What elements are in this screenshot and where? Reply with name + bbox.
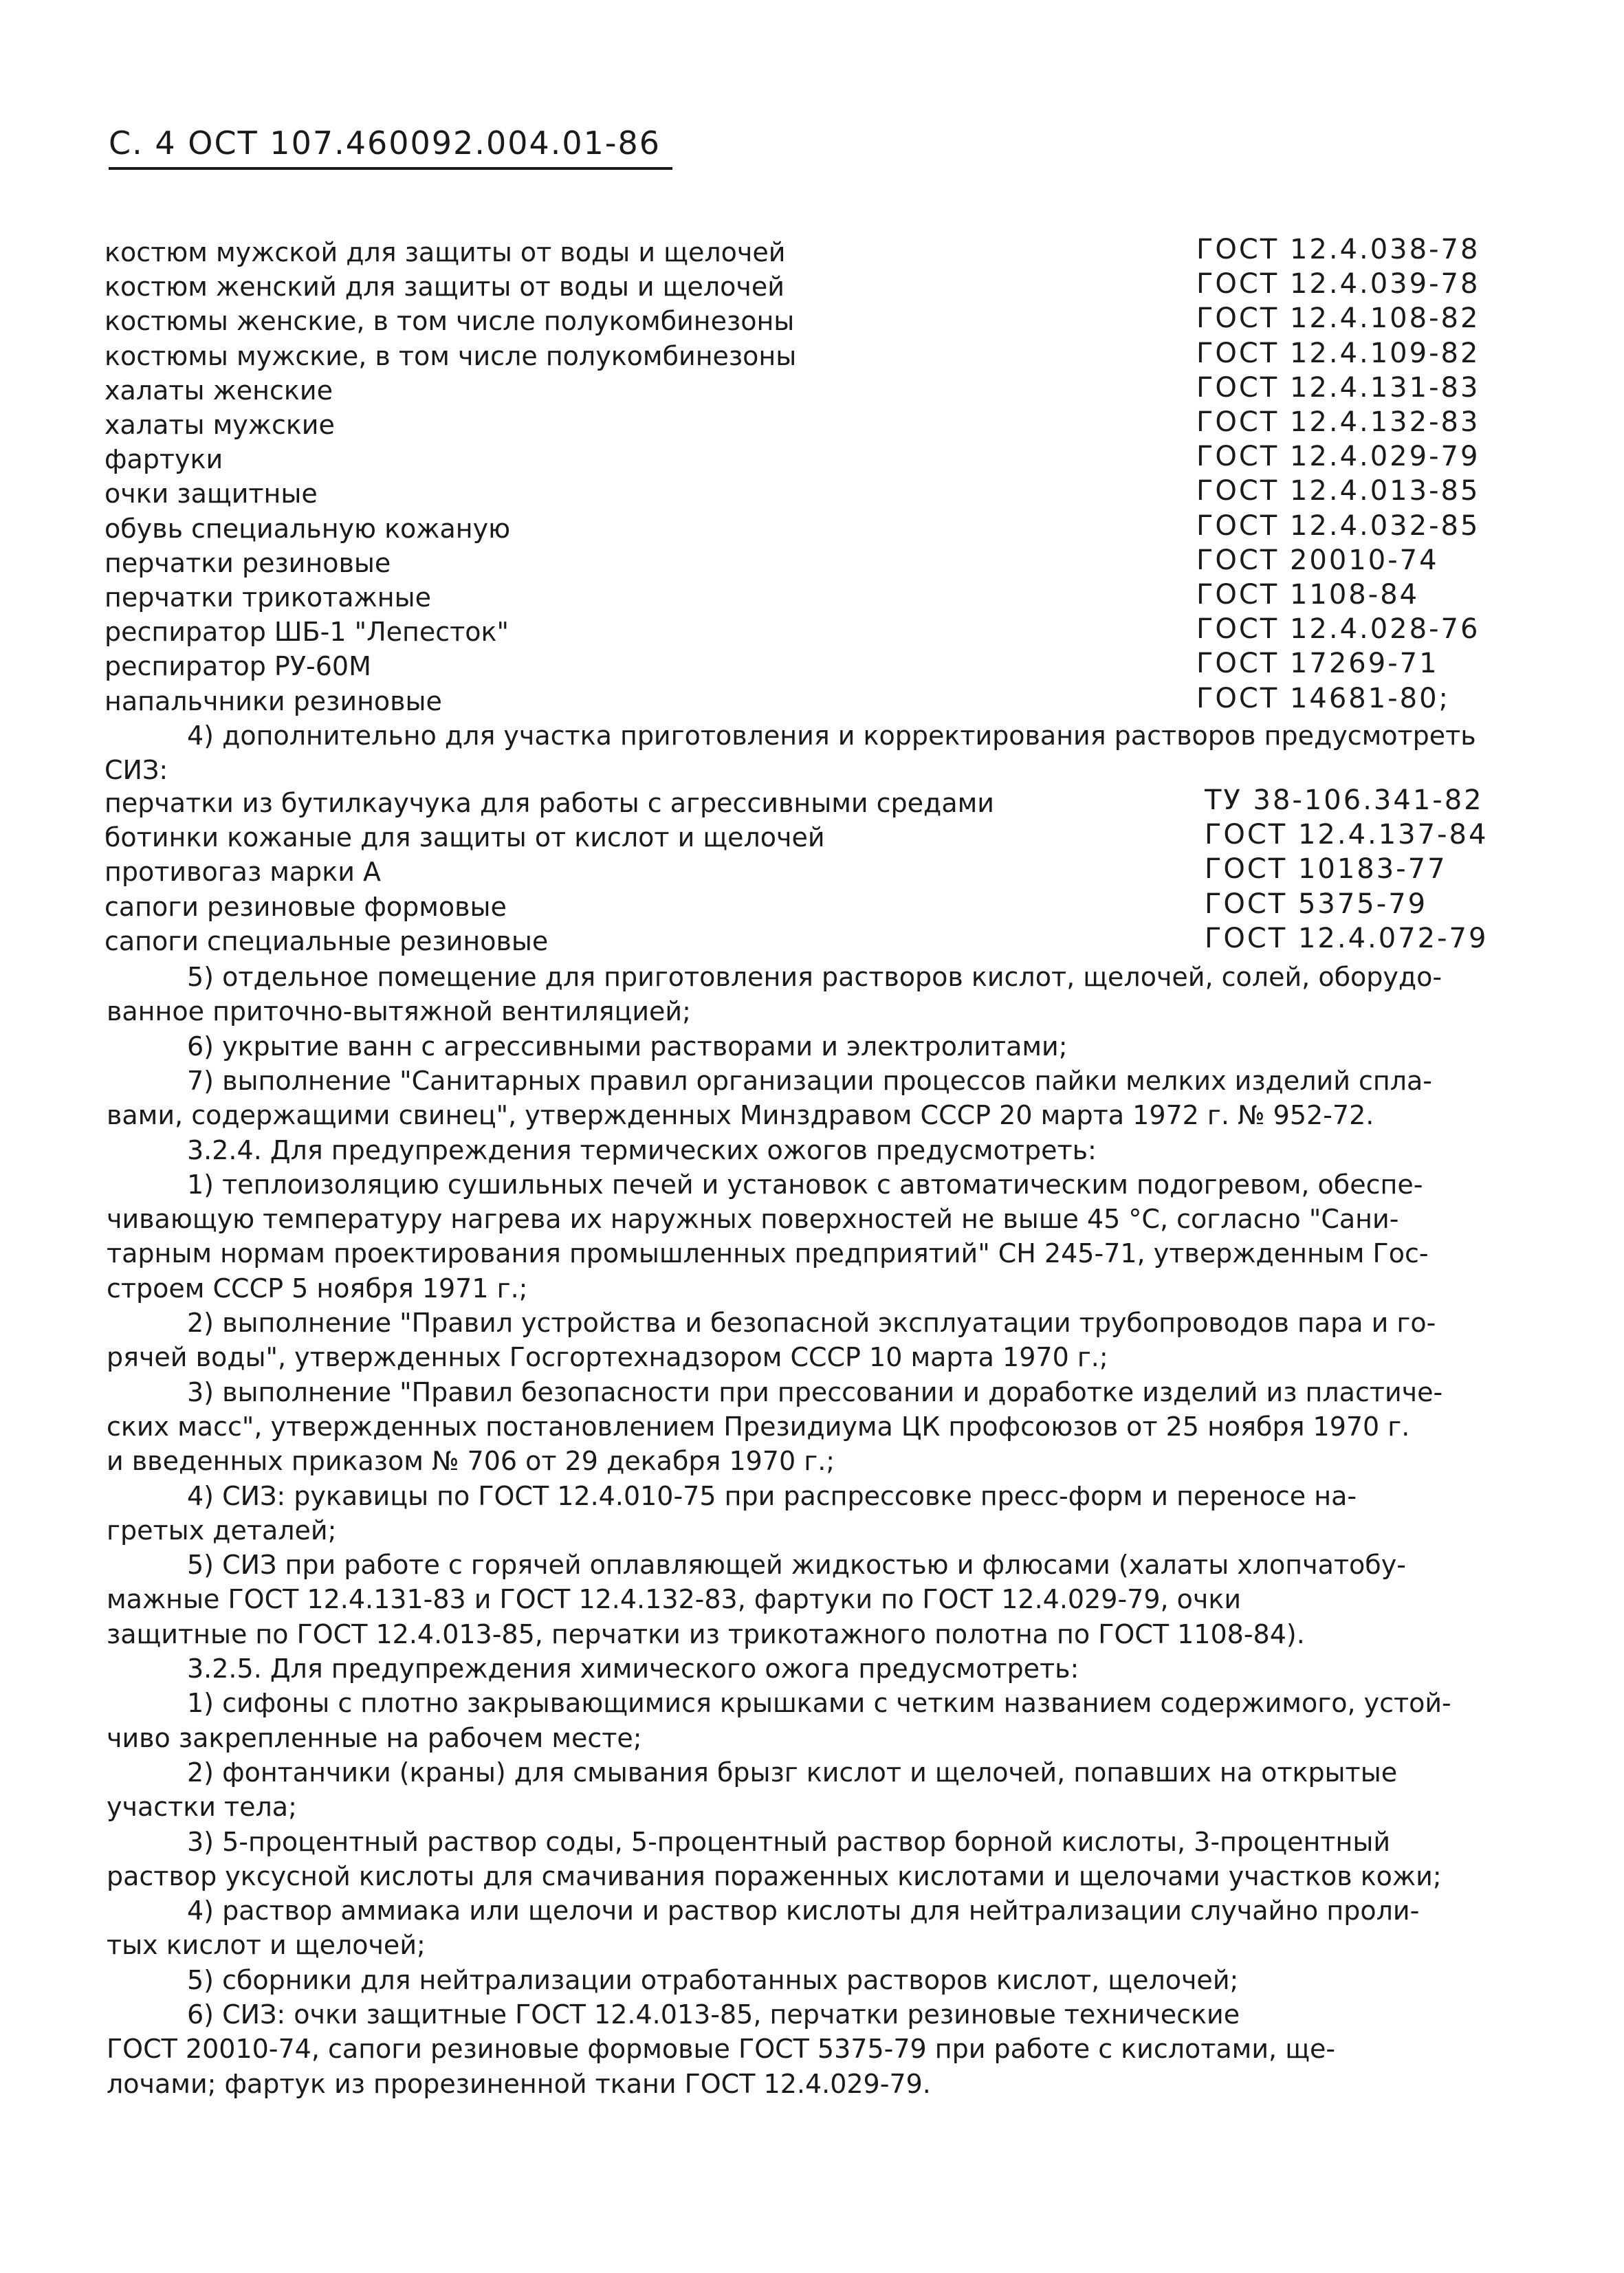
body-text-line: 7) выполнение "Санитарных правил организации процессов пайки мелких изделий спла- xyxy=(187,1066,1432,1096)
equipment-standard: ГОСТ 12.4.131-83 xyxy=(1196,372,1480,404)
equipment-item: костюм мужской для защиты от воды и щелочей xyxy=(105,237,786,267)
equipment-item: перчатки трикотажные xyxy=(105,582,431,613)
equipment-standard: ГОСТ 20010-74 xyxy=(1196,545,1439,576)
body-text-line: 4) СИЗ: рукавицы по ГОСТ 12.4.010-75 при распрессовке пресс-форм и переносе на- xyxy=(187,1481,1357,1511)
equipment-standard: ГОСТ 12.4.029-79 xyxy=(1196,441,1480,472)
body-text-line: мажные ГОСТ 12.4.131-83 и ГОСТ 12.4.132-83, фартуки по ГОСТ 12.4.029-79, очки xyxy=(107,1584,1242,1614)
body-text-line: 1) теплоизоляцию сушильных печей и установок с автоматическим подогревом, обеспе- xyxy=(187,1170,1423,1200)
body-text-line: тых кислот и щелочей; xyxy=(107,1930,426,1960)
body-text-line: строем СССР 5 ноября 1971 г.; xyxy=(107,1273,528,1304)
equipment-standard: ТУ 38-106.341-82 xyxy=(1205,784,1484,816)
equipment-item: халаты мужские xyxy=(105,410,335,440)
equipment-item: ботинки кожаные для защиты от кислот и щелочей xyxy=(105,822,825,853)
body-text-line: рячей воды", утвержденных Госгортехнадзором СССР 10 марта 1970 г.; xyxy=(107,1342,1108,1372)
body-text-line: раствор уксусной кислоты для смачивания пораженных кислотами и щелочами участков кожи; xyxy=(107,1861,1442,1891)
body-text-line: 2) фонтанчики (краны) для смывания брызг кислот и щелочей, попавших на открытые xyxy=(187,1757,1398,1788)
body-text-line: ских масс", утвержденных постановлением Президиума ЦК профсоюзов от 25 ноября 1970 г. xyxy=(107,1412,1410,1442)
equipment-item: перчатки из бутилкаучука для работы с агрессивными средами xyxy=(105,788,994,818)
equipment-standard: ГОСТ 12.4.028-76 xyxy=(1196,613,1480,645)
body-text-line: 3.2.4. Для предупреждения термических ожогов предусмотреть: xyxy=(187,1135,1097,1165)
equipment-item: сапоги резиновые формовые xyxy=(105,892,507,922)
body-text-line: 2) выполнение "Правил устройства и безопасной эксплуатации трубопроводов пара и го- xyxy=(187,1308,1436,1338)
equipment-standard: ГОСТ 12.4.039-78 xyxy=(1196,268,1480,300)
equipment-item: костюмы женские, в том числе полукомбинезоны xyxy=(105,306,795,336)
equipment-item: костюм женский для защиты от воды и щелочей xyxy=(105,272,784,302)
equipment-item: халаты женские xyxy=(105,375,333,406)
body-text-line: 3.2.5. Для предупреждения химического ожога предусмотреть: xyxy=(187,1654,1079,1684)
equipment-standard: ГОСТ 12.4.109-82 xyxy=(1196,338,1480,369)
equipment-standard: ГОСТ 5375-79 xyxy=(1205,888,1428,920)
equipment-item: костюмы мужские, в том числе полукомбинезоны xyxy=(105,341,797,371)
body-text-line: 5) отдельное помещение для приготовления растворов кислот, щелочей, солей, оборудо- xyxy=(187,962,1442,992)
body-text-line: 5) СИЗ при работе с горячей оплавляющей жидкостью и флюсами (халаты хлопчатобу- xyxy=(187,1550,1406,1580)
body-text-line: гретых деталей; xyxy=(107,1515,337,1546)
body-text-line: ГОСТ 20010-74, сапоги резиновые формовые ГОСТ 5375-79 при работе с кислотами, ще- xyxy=(107,2034,1336,2064)
clause-text: СИЗ: xyxy=(105,755,168,785)
body-text-line: ванное приточно-вытяжной вентиляцией; xyxy=(107,996,691,1026)
body-text-line: 5) сборники для нейтрализации отработанных растворов кислот, щелочей; xyxy=(187,1965,1239,1995)
equipment-standard: ГОСТ 12.4.072-79 xyxy=(1205,923,1489,954)
body-text-line: 4) раствор аммиака или щелочи и раствор кислоты для нейтрализации случайно проли- xyxy=(187,1896,1420,1926)
body-text-line: защитные по ГОСТ 12.4.013-85, перчатки из трикотажного полотна по ГОСТ 1108-84). xyxy=(107,1619,1305,1649)
equipment-item: сапоги специальные резиновые xyxy=(105,926,549,956)
equipment-standard: ГОСТ 12.4.137-84 xyxy=(1205,819,1489,850)
body-text-line: чиво закрепленные на рабочем месте; xyxy=(107,1723,642,1753)
body-text-line: 3) выполнение "Правил безопасности при прессовании и доработке изделий из пластиче- xyxy=(187,1377,1443,1407)
running-head: С. 4 ОСТ 107.460092.004.01-86 xyxy=(109,124,661,162)
body-text-line: 1) сифоны с плотно закрывающимися крышками с четким названием содержимого, устой- xyxy=(187,1688,1451,1718)
equipment-standard: ГОСТ 12.4.032-85 xyxy=(1196,510,1480,542)
equipment-standard: ГОСТ 14681-80; xyxy=(1196,683,1451,714)
body-text-line: тарным нормам проектирования промышленных предприятий" СН 245-71, утвержденным Гос- xyxy=(107,1238,1429,1269)
clause-text: 4) дополнительно для участка приготовления и корректирования растворов предусмотреть xyxy=(187,721,1476,751)
equipment-item: респиратор ШБ-1 "Лепесток" xyxy=(105,617,509,647)
equipment-item: обувь специальную кожаную xyxy=(105,514,511,544)
body-text-line: 6) СИЗ: очки защитные ГОСТ 12.4.013-85, перчатки резиновые технические xyxy=(187,1999,1240,2030)
equipment-item: напальчники резиновые xyxy=(105,686,442,716)
equipment-standard: ГОСТ 12.4.108-82 xyxy=(1196,303,1480,334)
header-underline xyxy=(109,167,672,170)
equipment-item: фартуки xyxy=(105,444,223,474)
equipment-item: очки защитные xyxy=(105,479,318,509)
equipment-standard: ГОСТ 12.4.038-78 xyxy=(1196,234,1480,265)
body-text-line: 6) укрытие ванн с агрессивными растворами и электролитами; xyxy=(187,1031,1068,1062)
body-text-line: 3) 5-процентный раствор соды, 5-процентный раствор борной кислоты, 3-процентный xyxy=(187,1827,1391,1857)
equipment-standard: ГОСТ 10183-77 xyxy=(1205,853,1447,885)
equipment-item: респиратор РУ-60М xyxy=(105,651,371,681)
body-text-line: чивающую температуру нагрева их наружных поверхностей не выше 45 °С, согласно "Сани- xyxy=(107,1204,1399,1234)
body-text-line: участки тела; xyxy=(107,1792,297,1822)
equipment-item: противогаз марки А xyxy=(105,857,382,887)
equipment-standard: ГОСТ 12.4.132-83 xyxy=(1196,406,1480,438)
equipment-standard: ГОСТ 17269-71 xyxy=(1196,648,1439,679)
equipment-standard: ГОСТ 1108-84 xyxy=(1196,579,1420,611)
equipment-standard: ГОСТ 12.4.013-85 xyxy=(1196,475,1480,507)
equipment-item: перчатки резиновые xyxy=(105,548,391,578)
body-text-line: вами, содержащими свинец", утвержденных Минздравом СССР 20 марта 1972 г. № 952-72. xyxy=(107,1100,1374,1130)
body-text-line: лочами; фартук из прорезиненной ткани ГОСТ 12.4.029-79. xyxy=(107,2069,931,2099)
body-text-line: и введенных приказом № 706 от 29 декабря 1970 г.; xyxy=(107,1446,835,1476)
